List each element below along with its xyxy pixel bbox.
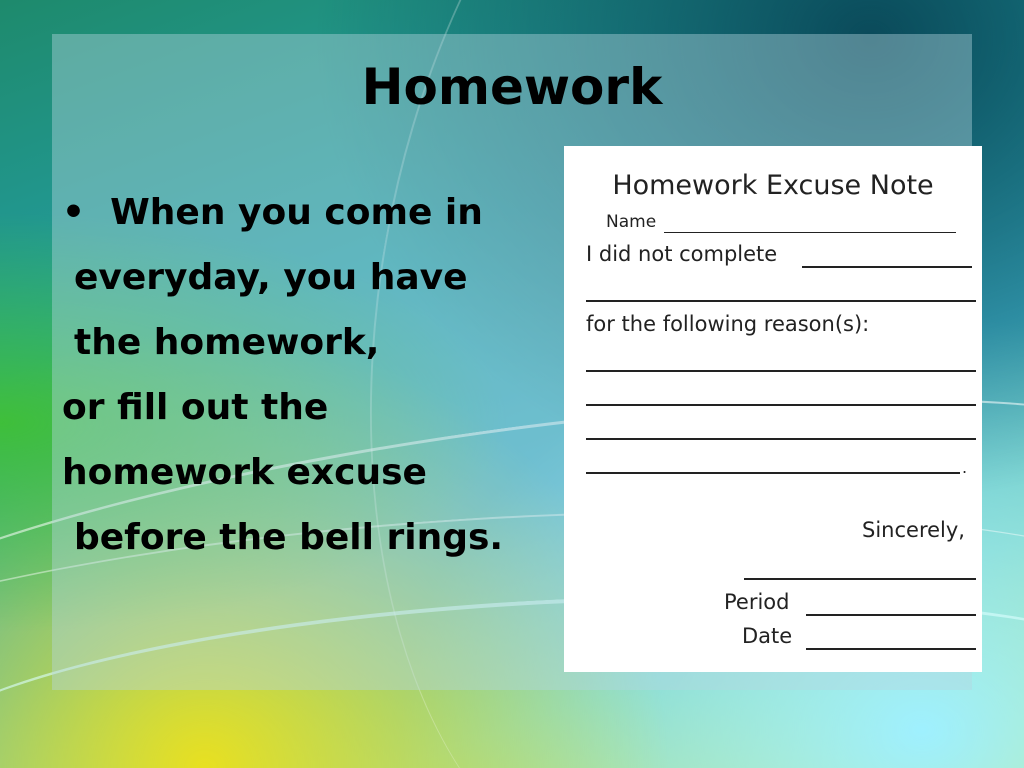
bullet-icon: •	[62, 192, 86, 233]
bullet-line	[62, 180, 552, 245]
period-blank-line	[806, 614, 976, 616]
date-blank-line	[806, 648, 976, 650]
period-label: Period	[724, 590, 790, 614]
note-title: Homework Excuse Note	[612, 170, 934, 201]
reason-label: for the following reason(s):	[586, 312, 870, 336]
end-period: .	[962, 458, 968, 477]
body-line: When you come in	[110, 192, 483, 233]
date-label: Date	[742, 624, 793, 648]
blank-line	[802, 266, 972, 268]
did-not-complete-label: I did not complete	[586, 242, 778, 266]
name-blank-line	[664, 232, 956, 233]
signature-line	[744, 578, 976, 580]
body-line: before the bell rings.	[74, 517, 504, 558]
blank-line	[586, 300, 976, 302]
body-line: homework excuse	[62, 452, 427, 493]
body-line: everyday, you have	[74, 257, 468, 298]
homework-excuse-note-image	[564, 146, 982, 672]
blank-line	[586, 370, 976, 372]
sincerely-label: Sincerely,	[862, 518, 965, 542]
body-line: or fill out the	[62, 387, 329, 428]
note-name-label: Name	[606, 212, 657, 232]
blank-line	[586, 404, 976, 406]
slide-body	[62, 180, 552, 570]
body-line: the homework,	[74, 322, 380, 363]
blank-line	[586, 472, 960, 474]
slide-title: Homework	[361, 58, 663, 116]
blank-line	[586, 438, 976, 440]
